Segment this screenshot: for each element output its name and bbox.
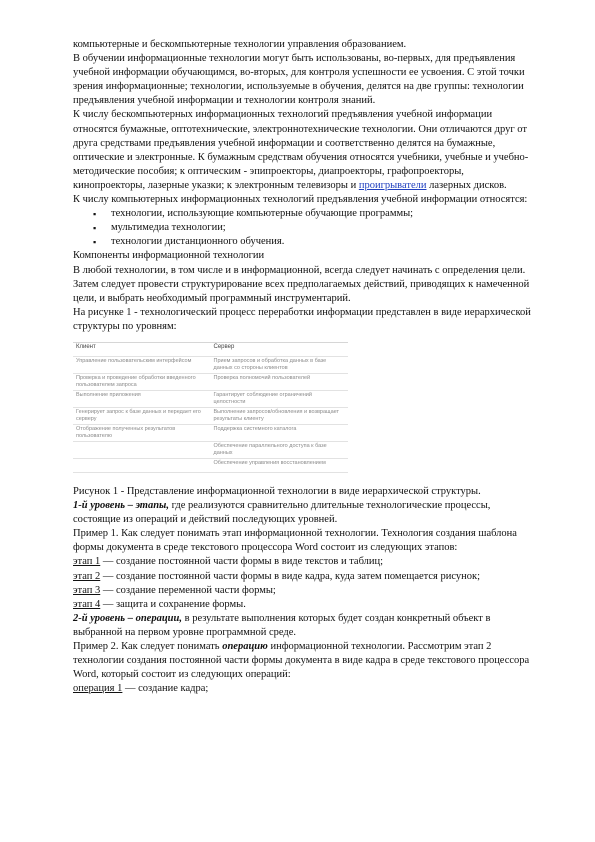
stage-line	[73, 584, 533, 598]
paragraph-figure-intro: На рисунке 1 - технологический процесс переработки информации представлен в виде иерархической структуры по уровням:	[73, 306, 531, 332]
stage-text: — создание постоянной части формы в виде кадра, куда затем помещается рисунок;	[102, 570, 481, 582]
document-body	[73, 38, 533, 696]
operation-text: — создание кадра;	[125, 683, 209, 695]
paragraph-noncomputer-end: лазерных дисков.	[429, 179, 507, 191]
hierarchy-figure	[73, 342, 348, 473]
stage-line	[73, 598, 533, 612]
figure-row	[73, 408, 348, 425]
stage-text: — защита и сохранение формы.	[102, 598, 246, 610]
paragraph-example-2	[73, 640, 533, 682]
figure-header-client: Клиент	[76, 343, 96, 350]
operation-label: операция 1	[73, 683, 123, 695]
stage-label: этап 1	[73, 556, 101, 568]
example-2-start: Пример 2. Как следует понимать	[73, 641, 220, 652]
paragraph-goal: В любой технологии, в том числе и в информационной, всегда следует начинать с определения цели. Затем следует провести структурирование всех предполагаемых действий, приводящих к намеченной цели, и выбрать необходимый программный инструментарий.	[73, 264, 530, 304]
tech-bullet-list	[73, 207, 533, 249]
figure-header-row	[73, 343, 348, 357]
figure-cell: Гарантирует соблюдение ограничений целостности	[213, 391, 312, 405]
figure-caption: Рисунок 1 - Представление информационной технологии в виде иерархической структуры.	[73, 485, 481, 497]
paragraph-intro: компьютерные и бескомпьютерные технологии управления образованием.	[73, 39, 407, 50]
figure-cell: Обеспечение параллельного доступа к базе данных	[213, 442, 327, 456]
paragraph-noncomputer-tech	[73, 108, 533, 193]
figure-cell: Прием запросов и обработка данных в базе данных со стороны клиентов	[213, 357, 327, 371]
players-link[interactable]: проигрыватели	[358, 179, 427, 191]
figure-cell: Управление пользовательским интерфейсом	[76, 357, 192, 364]
figure-cell: Выполнение запросов/обновления и возвращает результаты клиенту	[213, 408, 340, 422]
figure-cell: Выполнение приложения	[76, 391, 141, 398]
stage-label: этап 4	[73, 598, 101, 610]
figure-row	[73, 374, 348, 391]
stage-label: этап 2	[73, 570, 101, 582]
stage-text: — создание постоянной части формы в виде текстов и таблиц;	[102, 556, 384, 568]
paragraph-example-1: Пример 1. Как следует понимать этап информационной технологии. Технология создания шаблона формы документа в среде текстового процессора Word состоит из следующих этапов:	[73, 528, 517, 554]
figure-cell: Проверка полномочий пользователей	[213, 374, 311, 381]
figure-row	[73, 459, 348, 473]
operation-line	[73, 682, 533, 696]
stage-line	[73, 570, 533, 584]
operation-term: операцию	[222, 641, 268, 652]
paragraph-level-1	[73, 499, 533, 527]
figure-cell: Отображение полученных результатов пользователю	[76, 425, 176, 439]
figure-row	[73, 391, 348, 408]
figure-header-server: Сервер	[213, 343, 235, 350]
figure-cell: Проверка и проведение обработки введенного пользователем запроса	[76, 374, 196, 388]
level-1-text: где реализуются сравнительно длительные технологические процессы, состоящие из операций и действий последующих уровней.	[73, 500, 491, 526]
section-heading: Компоненты информационной технологии	[73, 250, 265, 262]
list-item: ▪ технологии, использующие компьютерные обучающие программы;	[93, 207, 533, 221]
level-2-text: в результате выполнения которых будет создан конкретный объект в выбранной на первом уровне программной среде.	[73, 612, 491, 638]
level-1-term: 1-й уровень – этапы,	[73, 500, 169, 512]
stage-text: — создание переменной части формы;	[102, 584, 276, 596]
figure-row	[73, 357, 348, 374]
paragraph-computer-tech: К числу компьютерных информационных технологий предъявления учебной информации относятся:	[73, 194, 528, 206]
list-item: ▪ мультимедиа технологии;	[93, 221, 533, 235]
figure-cell: Обеспечение управления восстановлением	[213, 459, 326, 466]
paragraph-noncomputer-text: К числу бескомпьютерных информационных технологий предъявления учебной информации относятся бумажные, оптотехнические, электроннотехнические технологии. Они отличаются друг от друга средствами предъявления учебной информации и соответственно делятся на бумажные, оптические и электронные. К бумажным средствам обучения относятся учебники, учебные и учебно-методические пособия; к оптическим - эпипроекторы, диапроекторы, графопроекторы, кинопроекторы, лазерные указки; к электронным телевизоры и	[73, 109, 529, 191]
figure-cell: Генерирует запрос к базе данных и передает его серверу	[76, 408, 201, 422]
figure-cell: Поддержка системного каталога	[213, 425, 297, 432]
figure-row	[73, 442, 348, 459]
figure-cell	[73, 460, 211, 471]
example-2-rest: информационной технологии. Рассмотрим этап 2 технологии создания постоянной части формы документа в виде кадра в среде текстового процессора Word, который состоит из следующих операций:	[73, 641, 530, 681]
stage-label: этап 3	[73, 584, 101, 596]
level-2-term: 2-й уровень – операции,	[73, 612, 182, 624]
figure-cell	[73, 443, 211, 457]
paragraph-it-in-education: В обучении информационные технологии могут быть использованы, во-первых, для предъявления учебной информации обучающимся, во-вторых, для контроля успешности ее усвоения. С этой точки зрения информационные; технологии, используемые в обучения, делятся на две группы: технологии предъявления учебной информации и технологии контроля знаний.	[73, 53, 525, 107]
list-item: ▪ технологии дистанционного обучения.	[93, 235, 533, 249]
figure-row	[73, 425, 348, 442]
stage-line	[73, 555, 533, 569]
paragraph-level-2	[73, 612, 533, 640]
